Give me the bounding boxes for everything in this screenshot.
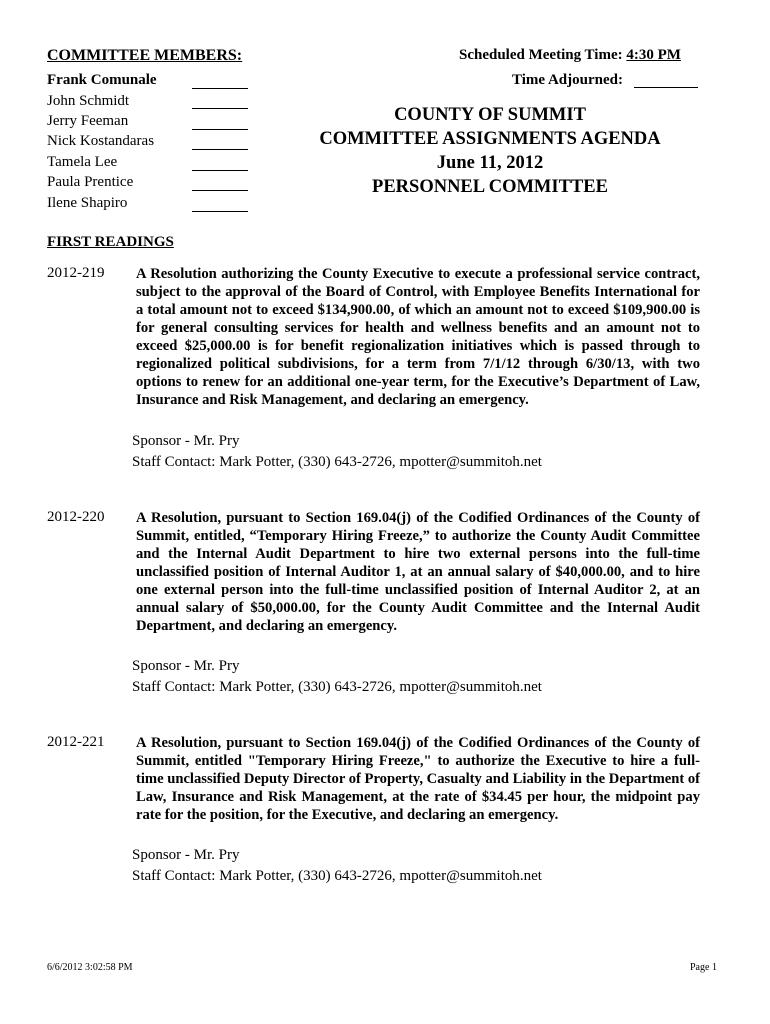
item-sponsor: Sponsor - Mr. Pry — [132, 847, 240, 863]
title-committee: PERSONNEL COMMITTEE — [372, 177, 608, 197]
footer-timestamp: 6/6/2012 3:02:58 PM — [47, 962, 133, 973]
scheduled-time-label: Scheduled Meeting Time: — [459, 47, 623, 63]
item-sponsor-block — [132, 431, 542, 473]
attendance-line — [192, 170, 248, 171]
item-number: 2012-219 — [47, 265, 105, 281]
member-name: Ilene Shapiro — [47, 195, 128, 211]
member-name: Paula Prentice — [47, 174, 134, 190]
member-name: Frank Comunale — [47, 72, 157, 88]
member-name: Jerry Feeman — [47, 113, 129, 129]
scheduled-meeting-time — [459, 47, 681, 64]
item-sponsor-block — [132, 656, 542, 698]
item-resolution-text: A Resolution, pursuant to Section 169.04(j) of the Codified Ordinances of the County of Summit, entitled "Temporary Hiring Freeze," to authorize the Executive to hire a full-time unclassified Deputy Director of Property, Casualty and Liability in the Department of Law, Insurance and Risk Management, at the rate of $34.45 per hour, the midpoint pay rate for the position, for the Executive, and declaring an emergency. — [136, 735, 700, 823]
title-county: COUNTY OF SUMMIT — [394, 105, 586, 125]
time-adjourned-line — [634, 87, 698, 88]
member-name: Tamela Lee — [47, 154, 118, 170]
attendance-line — [192, 190, 248, 191]
time-adjourned-label: Time Adjourned: — [512, 72, 623, 88]
item-staff-contact: Staff Contact: Mark Potter, (330) 643-2726, mpotter@summitoh.net — [132, 679, 542, 695]
item-resolution-text: A Resolution authorizing the County Executive to execute a professional service contract, subject to the approval of the Board of Control, with Employee Benefits International for a total amount not to exceed $134,900.00, of which an amount not to exceed $109,900.00 is for general consulting services for health and wellness benefits and an amount not to exceed $25,000.00 is for benefit regionalization initiatives which is passed through to regionalized political subdivisions, for a term from 7/1/12 through 6/30/13, with two options to renew for an additional one-year term, for the Executive’s Department of Law, Insurance and Risk Management, and declaring an emergency. — [136, 266, 700, 408]
item-resolution-text: A Resolution, pursuant to Section 169.04(j) of the Codified Ordinances of the County of Summit, entitled, “Temporary Hiring Freeze,” to authorize the County Audit Committee and the Internal Audit Department to hire two external persons into the full-time unclassified position of Internal Auditor 1, at an annual salary of $40,000.00, and to hire one external person into the full-time unclassified position of Internal Auditor 2, at an annual salary of $50,000.00, for the County Audit Committee and the Internal Audit Department, and declaring an emergency. — [136, 510, 700, 634]
item-sponsor: Sponsor - Mr. Pry — [132, 658, 240, 674]
attendance-line — [192, 149, 248, 150]
item-staff-contact: Staff Contact: Mark Potter, (330) 643-2726, mpotter@summitoh.net — [132, 454, 542, 470]
attendance-line — [192, 129, 248, 130]
attendance-line — [192, 108, 248, 109]
item-number: 2012-221 — [47, 734, 105, 750]
first-readings-heading: FIRST READINGS — [47, 234, 174, 250]
item-sponsor-block — [132, 845, 542, 887]
item-staff-contact: Staff Contact: Mark Potter, (330) 643-2726, mpotter@summitoh.net — [132, 868, 542, 884]
title-agenda: COMMITTEE ASSIGNMENTS AGENDA — [319, 129, 661, 149]
agenda-title — [300, 103, 680, 199]
item-sponsor: Sponsor - Mr. Pry — [132, 433, 240, 449]
scheduled-time-value: 4:30 PM — [626, 47, 681, 63]
member-name: Nick Kostandaras — [47, 133, 155, 149]
attendance-line — [192, 211, 248, 212]
item-number: 2012-220 — [47, 509, 105, 525]
footer-page-number: Page 1 — [690, 962, 717, 973]
title-date: June 11, 2012 — [436, 153, 544, 173]
member-name: John Schmidt — [47, 93, 130, 109]
attendance-line — [192, 88, 248, 89]
committee-members-heading: COMMITTEE MEMBERS: — [47, 47, 243, 64]
